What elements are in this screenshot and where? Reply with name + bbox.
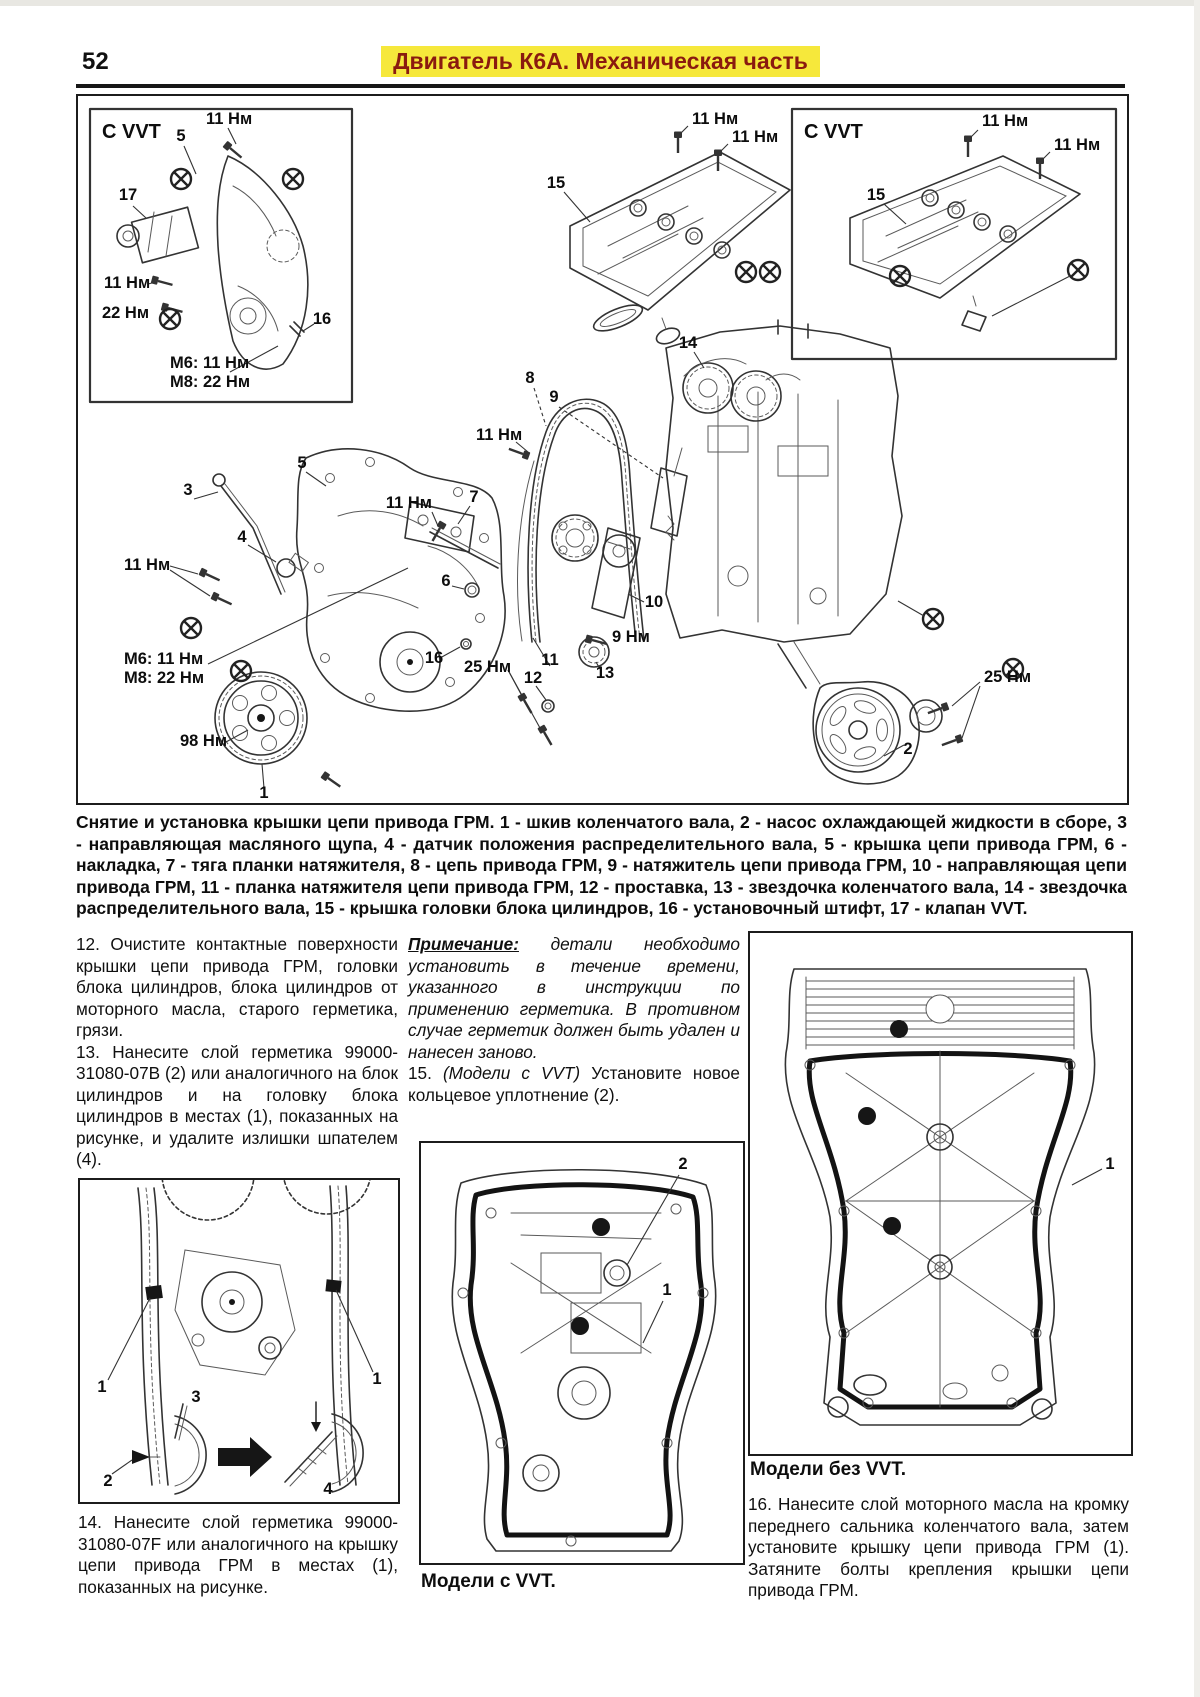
sealant-point-mark [883,1217,901,1235]
chain-and-sprockets-art [138,1180,371,1485]
part-label: 3 [191,1388,201,1406]
timing-cover-inner-art [452,1170,715,1551]
tensioner-bracket-art [405,502,500,597]
part-label: 3 [183,481,193,499]
page-header [76,46,1125,77]
main-figure-caption: Снятие и установка крышки цепи привода ГРМ. 1 - шкив коленчатого вала, 2 - насос охлаждающей жидкости в сборе, 3 - направляющая масляного щупа, 4 - датчик положения распределительного вала, 5 - крышка цепи привода ГРМ, 6 - накладка, 7 - тяга планки натяжителя, 8 - цепь привода ГРМ, 9 - натяжитель цепи привода ГРМ, 10 - направляющая цепи привода ГРМ, 11 - планка натяжителя цепи привода ГРМ, 12 - проставка, 13 - звездочка коленчатого вала, 14 - звездочка распределительного вала, 15 - крышка головки блока цилиндров, 16 - установочный штифт, 17 - клапан VVT. [76,812,1127,919]
torque-label: 11 Нм [385,494,432,512]
torque-label: 11 Нм [206,110,253,128]
column-middle-text [408,934,740,1106]
part-label: 5 [176,127,186,145]
torque-label: 9 Нм [612,628,650,646]
sealant-point-mark [325,1279,341,1293]
main-figure-box [76,94,1129,805]
inset-right-vvt [792,109,1116,359]
part-label: 2 [903,740,913,758]
transition-arrow-icon [218,1437,272,1477]
part-label: 1 [372,1370,382,1388]
vvt-cover-caption: Модели с VVT. [421,1571,556,1592]
torque-label: 25 Нм [464,658,512,676]
part-label: 16 [312,310,332,328]
vvt-actuator-art [117,156,308,369]
torque-label: 11 Нм [1054,136,1101,154]
torque-label: М8: 22 Нм [124,669,205,687]
scan-edge-right [1194,0,1200,1697]
note-body: детали необходимо установить в течение времени, указанного в инструкции по применению герметика. В противном случае герметик должен быть удален и нанесен заново. [408,934,740,1062]
timing-cover-inner-art [785,969,1094,1425]
part-label: 15 [546,174,566,192]
step-14-block [78,1512,398,1598]
torque-label: М8: 22 Нм [170,373,251,391]
sealant-point-mark [571,1317,589,1335]
step-15-condition: (Модели с VVT) [442,1063,581,1083]
torque-label: 11 Нм [692,110,739,128]
part-label: 14 [678,334,698,352]
part-label: 1 [259,784,269,802]
part-label: 10 [644,593,664,611]
dipstick-guide-art [213,474,285,594]
part-label: 15 [866,186,886,204]
torque-label: 25 Нм [984,668,1032,686]
part-label: 7 [469,488,479,506]
part-label: 17 [118,186,138,204]
part-label: 5 [297,454,307,472]
part-label: 1 [1105,1155,1115,1173]
part-label: 6 [441,572,451,590]
step-15-text: Установите новое кольцевое уплотнение (2). [408,1063,740,1105]
torque-label: 11 Нм [124,556,171,574]
note-label: Примечание: [408,934,519,954]
down-arrow-icon [311,1422,321,1432]
torque-label: 22 Нм [102,304,150,322]
scan-edge-top [0,0,1200,6]
step-13: 13. Нанесите слой герметика 99000-31080-07В (2) или аналогичного на блок цилиндров и на головку блока цилиндров в местах (1), показанных на рисунке, и удалите излишки шпателем (4). [76,1041,398,1169]
crank-pulley-art [215,672,307,764]
inset-left-title: С VVT [102,121,161,143]
note-paragraph [408,934,740,1063]
part-label: 12 [523,669,543,687]
step-14: 14. Нанесите слой герметика 99000-31080-07F или аналогичного на крышку цепи привода ГРМ в местах (1), показанных на рисунке. [78,1512,398,1597]
page-number: 52 [82,48,109,75]
torque-label: 11 Нм [476,426,523,444]
torque-label: 11 Нм [104,274,151,292]
vvt-cover-figure-box [419,1141,745,1565]
torque-label: 11 Нм [732,128,779,146]
no-vvt-cover-figure-box [748,931,1133,1456]
main-diagram [78,96,1127,803]
valve-cover-art [547,110,790,347]
part-label: 9 [549,388,559,406]
sealant-point-mark [890,1020,908,1038]
sealant-point-mark [592,1218,610,1236]
sealant-points-diagram [80,1180,394,1498]
torque-label: 11 Нм [982,112,1029,130]
water-pump-art [778,642,942,784]
sealant-point-mark [858,1107,876,1125]
page-title: Двигатель К6А. Механическая часть [381,46,820,77]
step-16: 16. Нанесите слой моторного масла на кромку переднего сальника коленчатого вала, затем установите крышку цепи привода ГРМ (1). Затяните болты крепления крышки цепи привода ГРМ. [748,1494,1129,1600]
part-label: 1 [662,1281,672,1299]
step-12: 12. Очистите контактные поверхности крышки цепи привода ГРМ, головки блока цилиндров, блока цилиндров от моторного масла, старого герметика, грязи. [76,934,398,1040]
column-left-text [76,934,398,1171]
sealant-points-figure-box [78,1178,400,1504]
inset-right-title: С VVT [804,121,863,143]
part-label: 4 [237,528,247,546]
part-label: 8 [525,369,535,387]
torque-label: М6: 11 Нм [124,650,204,668]
torque-label: М6: 11 Нм [170,354,250,372]
part-label: 4 [323,1480,333,1498]
part-label: 13 [595,664,615,682]
no-vvt-cover-diagram [750,933,1127,1450]
part-label: 11 [541,651,559,669]
step-15-number: 15. [408,1063,443,1083]
inset-left-vvt [90,109,352,402]
header-rule [76,84,1125,88]
engine-block-art [666,320,902,642]
rib-truss-art [844,1051,1036,1407]
vvt-cover-diagram [421,1143,739,1559]
part-label: 1 [97,1378,107,1396]
part-label: 16 [424,649,444,667]
step-15 [408,1063,740,1106]
part-label: 2 [103,1472,113,1490]
torque-label: 98 Нм [180,732,228,750]
step-16-block [748,1494,1129,1602]
sealant-point-mark [145,1285,163,1300]
no-vvt-cover-caption: Модели без VVT. [750,1459,906,1480]
part-label: 2 [678,1155,688,1173]
